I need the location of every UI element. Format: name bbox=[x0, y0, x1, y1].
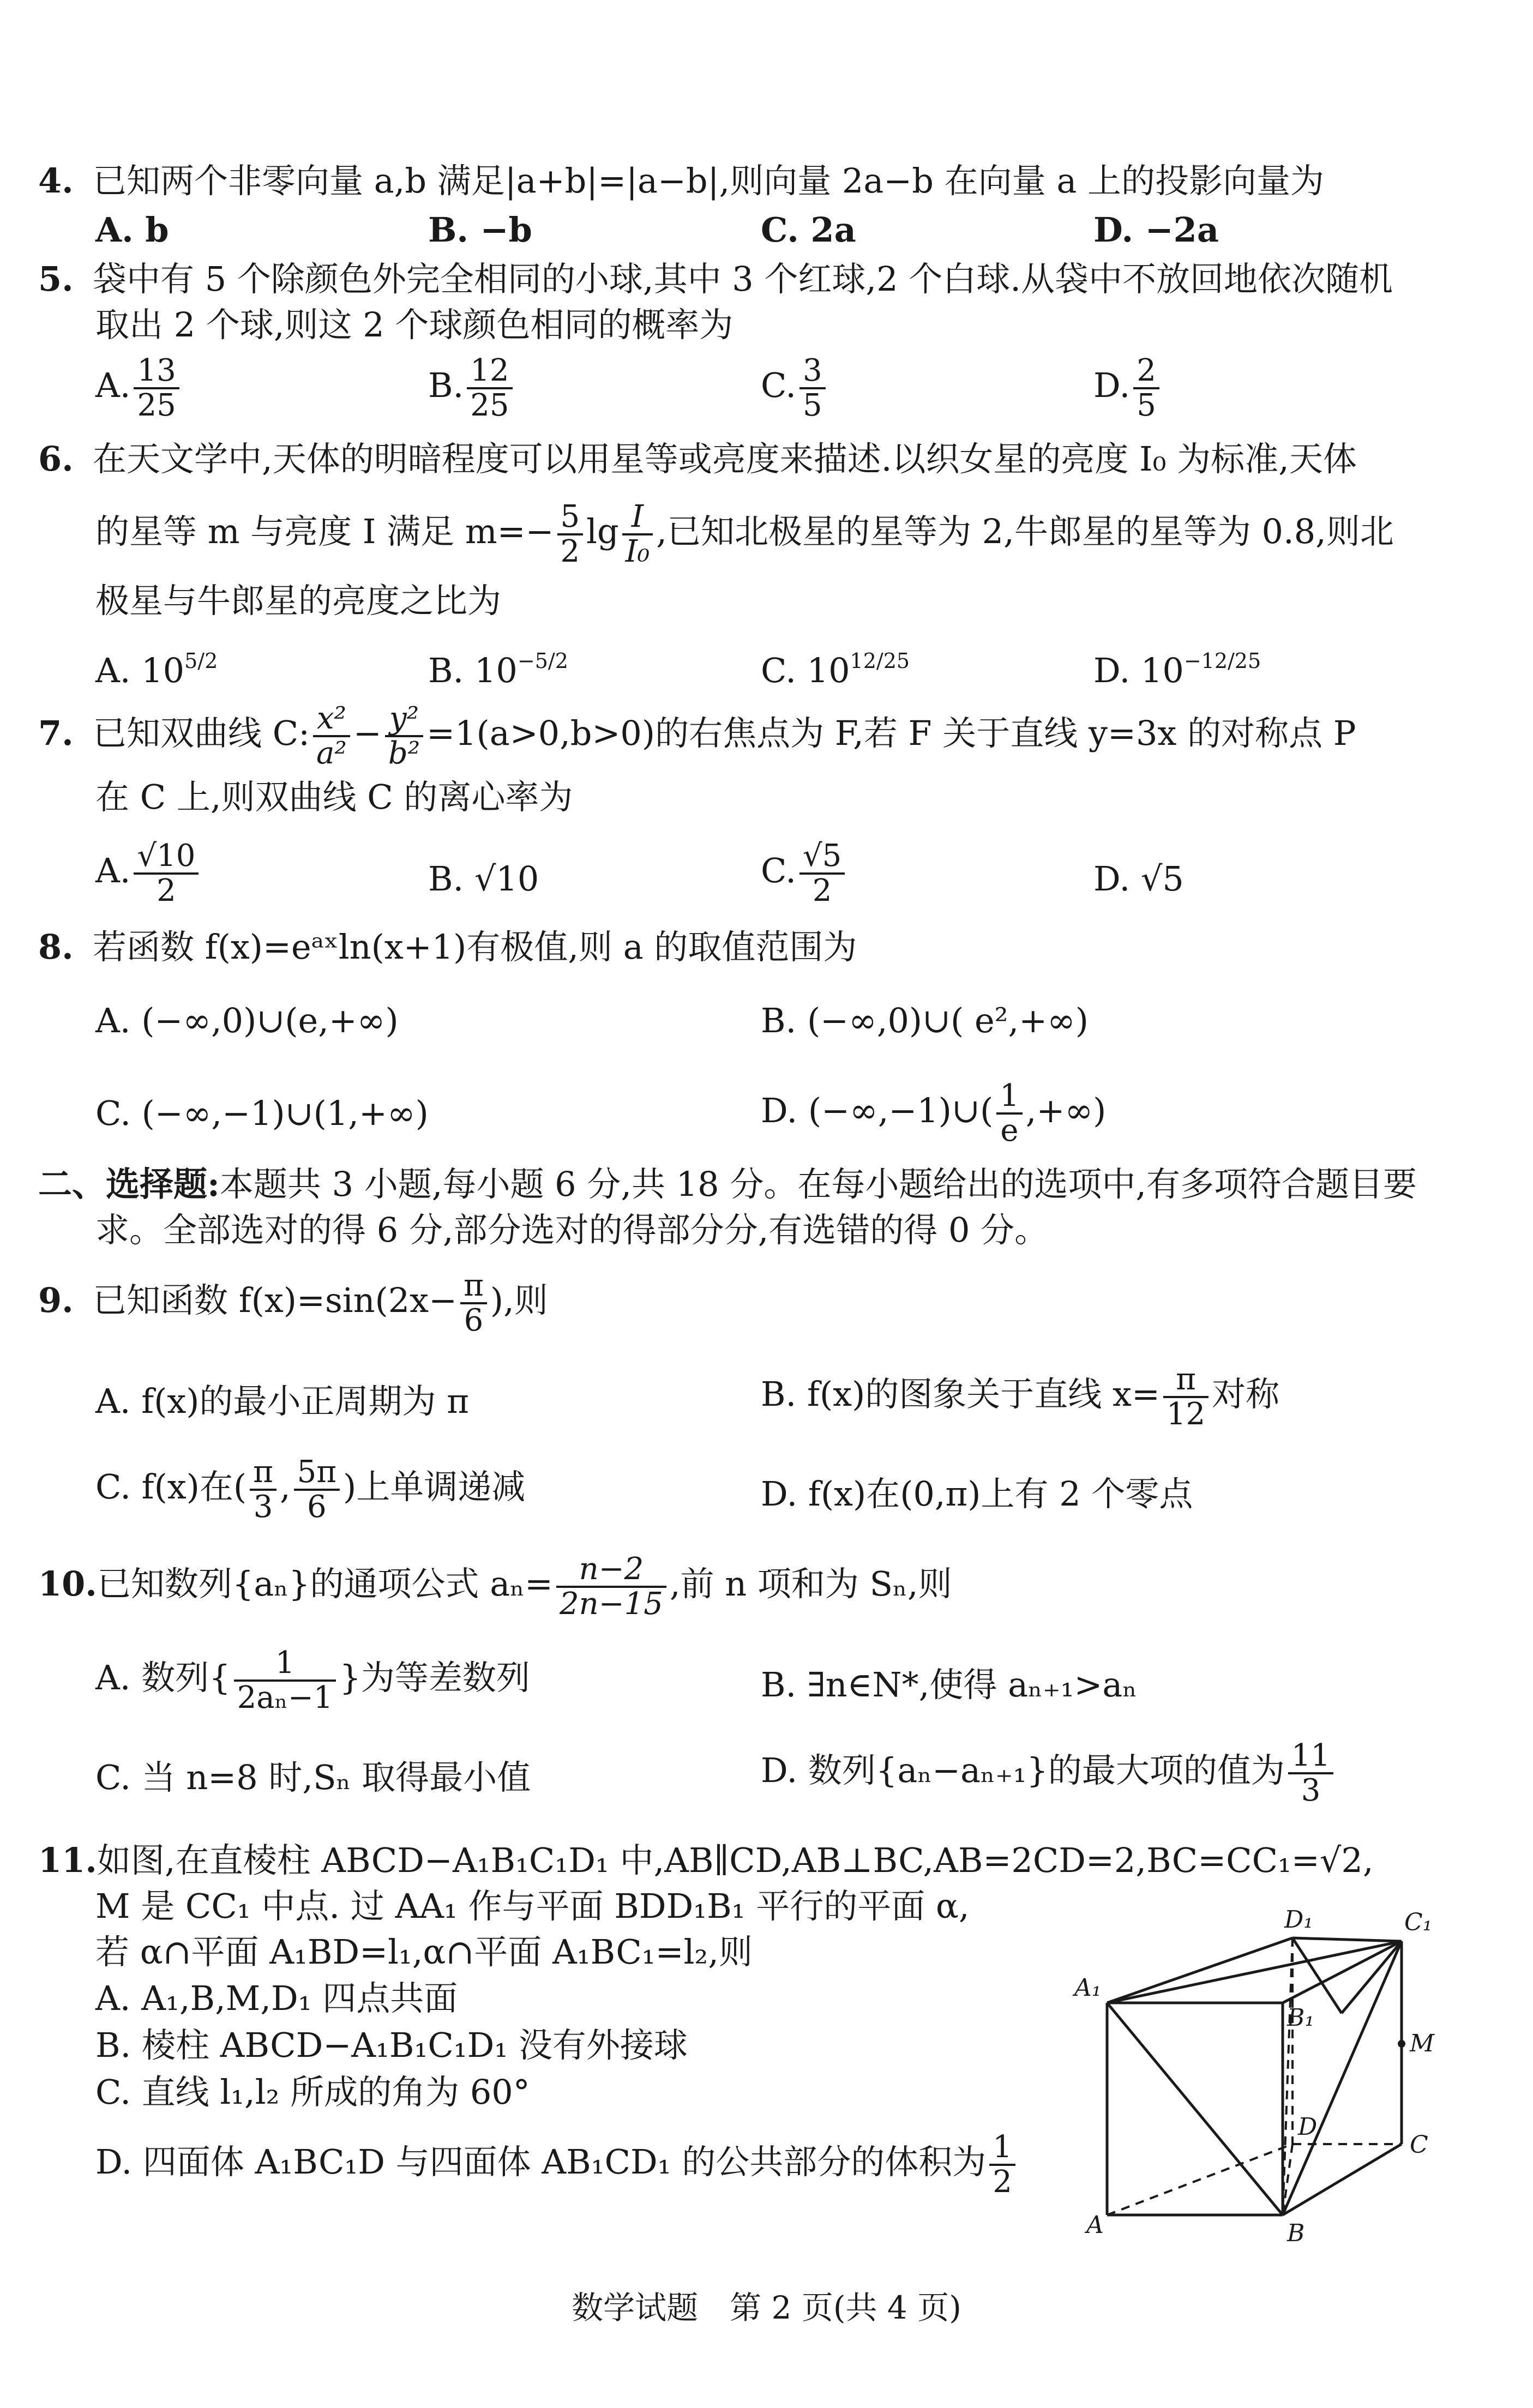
option-a: A. $\frac{√10}{2}$ bbox=[95, 840, 202, 907]
question-number: 5. bbox=[38, 259, 74, 299]
option-a: A. 数列{ $\frac{1}{\text{2aₙ−1}}$ }为等差数列 bbox=[95, 1645, 530, 1715]
question-8-options-row-2 bbox=[95, 1080, 1502, 1151]
question-stem-line-1: 袋中有 5 个除颜色外完全相同的小球,其中 3 个红球,2 个白球.从袋中不放回地依次随机 bbox=[93, 259, 1393, 299]
question-7-options bbox=[95, 840, 1502, 916]
question-4 bbox=[38, 158, 1505, 204]
option-b: B. $\frac{12}{25}$ bbox=[428, 354, 516, 422]
label-c: C bbox=[1410, 2131, 1428, 2159]
option-d: D. 四面体 A₁BC₁D 与四面体 AB₁CD₁ 的公共部分的体积为 $\frac{1}{2}$ bbox=[95, 2131, 1019, 2199]
option-c: C. f(x)在( $\frac{\pi}{3}$ , $\frac{5\pi}{6}$ )上单调递减 bbox=[95, 1454, 526, 1525]
option-d: D. f(x)在(0,π)上有 2 个零点 bbox=[761, 1474, 1193, 1514]
fraction: $\frac{\pi}{6}$ bbox=[460, 1269, 487, 1337]
option-b: B. −b bbox=[428, 210, 532, 250]
option-a: A. $\frac{13}{25}$ bbox=[95, 354, 183, 422]
option-b: B. ∃n∈N*,使得 aₙ₊₁>aₙ bbox=[761, 1665, 1138, 1705]
question-8 bbox=[38, 924, 1505, 970]
option-a: A. (−∞,0)∪(e,+∞) bbox=[95, 1001, 399, 1040]
question-number: 6. bbox=[38, 439, 74, 479]
question-number: 9. bbox=[38, 1280, 74, 1320]
option-c: C. (−∞,−1)∪(1,+∞) bbox=[95, 1093, 429, 1133]
fraction: $\frac{5}{2}$ bbox=[557, 501, 584, 568]
option-b: B. 棱柱 ABCD−A₁B₁C₁D₁ 没有外接球 bbox=[95, 2025, 688, 2065]
label-d1: D₁ bbox=[1284, 1906, 1313, 1934]
label-a1: A₁ bbox=[1074, 1974, 1102, 2002]
option-d: D. −2a bbox=[1093, 210, 1219, 250]
fraction: $\frac{n-2}{2n-15}$ bbox=[556, 1553, 666, 1621]
fraction: $\frac{I}{\text{I₀}}$ bbox=[622, 501, 653, 568]
question-9-options-row-1 bbox=[95, 1363, 1502, 1440]
option-b: B. $10^{-5/2}$ bbox=[428, 649, 568, 690]
question-number: 8. bbox=[38, 927, 74, 967]
label-b: B bbox=[1287, 2219, 1305, 2247]
question-number: 4. bbox=[38, 161, 74, 201]
question-number: 11. bbox=[38, 1840, 97, 1880]
page-footer: 数学试题 第 2 页(共 4 页) bbox=[572, 2289, 961, 2326]
question-10: 10.已知数列{aₙ}的通项公式 aₙ= $\frac{n-2}{2n-15}$ ,前 n 项和为 Sₙ,则 bbox=[38, 1549, 1505, 1621]
question-7: 7. 已知双曲线 C: $\frac{\text{x²}}{\text{a²}}$ − $\frac{\text{y²}}{\text{b²}}$ =1(a>0,b>0)的右焦点为 F,若 F 关于直线 y=3x 的对称点 P bbox=[38, 698, 1505, 770]
question-number: 7. bbox=[38, 713, 74, 753]
label-c1: C₁ bbox=[1404, 1909, 1433, 1936]
option-c: C. $\frac{√5}{2}$ bbox=[761, 840, 848, 907]
question-9-options-row-2 bbox=[95, 1456, 1502, 1532]
section-heading: 二、选择题: bbox=[38, 1164, 220, 1204]
option-d: D. √5 bbox=[1093, 859, 1184, 899]
option-c: C. 2a bbox=[761, 210, 856, 250]
option-a: A. A₁,B,M,D₁ 四点共面 bbox=[95, 1978, 458, 2018]
label-b1: B₁ bbox=[1287, 2004, 1314, 2032]
option-b: B. √10 bbox=[428, 859, 539, 899]
fraction: $\frac{\text{y²}}{\text{b²}}$ bbox=[385, 702, 423, 770]
question-stem-line-1: 在天文学中,天体的明暗程度可以用星等或亮度来描述.以织女星的亮度 I₀ 为标准,天体 bbox=[93, 439, 1357, 479]
label-d: D bbox=[1298, 2113, 1318, 2141]
question-6 bbox=[38, 436, 1505, 482]
question-8-options-row-1 bbox=[95, 998, 1502, 1047]
question-11-options bbox=[95, 1975, 1019, 2199]
option-b: B. (−∞,0)∪( e²,+∞) bbox=[761, 1001, 1089, 1040]
question-5-options bbox=[95, 354, 1502, 431]
question-stem-line-2: 取出 2 个球,则这 2 个球颜色相同的概率为 bbox=[95, 305, 734, 345]
option-d: D. (−∞,−1)∪( $\frac{1}{e}$ ,+∞) bbox=[761, 1078, 1107, 1148]
option-c: C. $10^{12/25}$ bbox=[761, 649, 910, 690]
option-a: A. f(x)的最小正周期为 π bbox=[95, 1381, 469, 1421]
question-9: 9. 已知函数 f(x)=sin(2x− $\frac{\pi}{6}$ ),则 bbox=[38, 1265, 1505, 1337]
option-c: C. 当 n=8 时,Sₙ 取得最小值 bbox=[95, 1757, 531, 1797]
question-6-line-3: 极星与牛郎星的亮度之比为 bbox=[95, 581, 502, 621]
question-10-options-row-2 bbox=[95, 1739, 1502, 1816]
question-5 bbox=[38, 256, 1505, 348]
question-7-line-2: 在 C 上,则双曲线 C 的离心率为 bbox=[95, 777, 573, 817]
question-stem: 若函数 f(x)=eᵃˣln(x+1)有极值,则 a 的取值范围为 bbox=[93, 927, 857, 967]
question-number: 10. bbox=[38, 1564, 97, 1604]
question-stem: 已知两个非零向量 a,b 满足|a+b|=|a−b|,则向量 2a−b 在向量 a 上的投影向量为 bbox=[93, 161, 1325, 201]
question-4-options bbox=[95, 207, 1502, 253]
question-6-line-2: 的星等 m 与亮度 I 满足 m=− $\frac{5}{2}$ lg $\frac{I}{\text{I₀}}$ ,已知北极星的星等为 2,牛郎星的星等为 0.8,则北 bbox=[95, 498, 1394, 569]
option-a: A. b bbox=[95, 210, 169, 250]
question-10-options-row-1 bbox=[95, 1647, 1502, 1723]
question-11: 11.如图,在直棱柱 ABCD−A₁B₁C₁D₁ 中,AB∥CD,AB⊥BC,AB=2CD=2,BC=CC₁=√2, M 是 CC₁ 中点. 过 AA₁ 作与平面 BDD₁B₁ 平行的平面 α, 若 α∩平面 A₁BD=l₁,α∩平面 A₁BC₁=l₂,则 bbox=[38, 1838, 1505, 1975]
option-c: C. 直线 l₁,l₂ 所成的角为 60° bbox=[95, 2072, 530, 2112]
point-m bbox=[1398, 2040, 1405, 2048]
section-2-instructions: 二、选择题:本题共 3 小题,每小题 6 分,共 18 分。在每小题给出的选项中,有多项符合题目要 求。全部选对的得 6 分,部分选对的得部分分,有选错的得 0 分。 bbox=[38, 1164, 1417, 1250]
option-d: D. 数列{aₙ−aₙ₊₁}的最大项的值为 $\frac{11}{3}$ bbox=[761, 1739, 1337, 1807]
option-a: A. $10^{5/2}$ bbox=[95, 649, 218, 690]
option-d: D. $10^{-12/25}$ bbox=[1093, 649, 1261, 690]
option-c: C. $\frac{3}{5}$ bbox=[761, 354, 829, 422]
label-a: A bbox=[1086, 2211, 1104, 2239]
option-d: D. $\frac{2}{5}$ bbox=[1093, 354, 1163, 422]
question-6-options bbox=[95, 638, 1502, 690]
fraction: $\frac{\text{x²}}{\text{a²}}$ bbox=[313, 702, 350, 770]
prism-figure bbox=[1069, 1892, 1462, 2252]
label-m: M bbox=[1410, 2030, 1435, 2057]
option-b: B. f(x)的图象关于直线 x= $\frac{\pi}{12}$ 对称 bbox=[761, 1362, 1280, 1432]
